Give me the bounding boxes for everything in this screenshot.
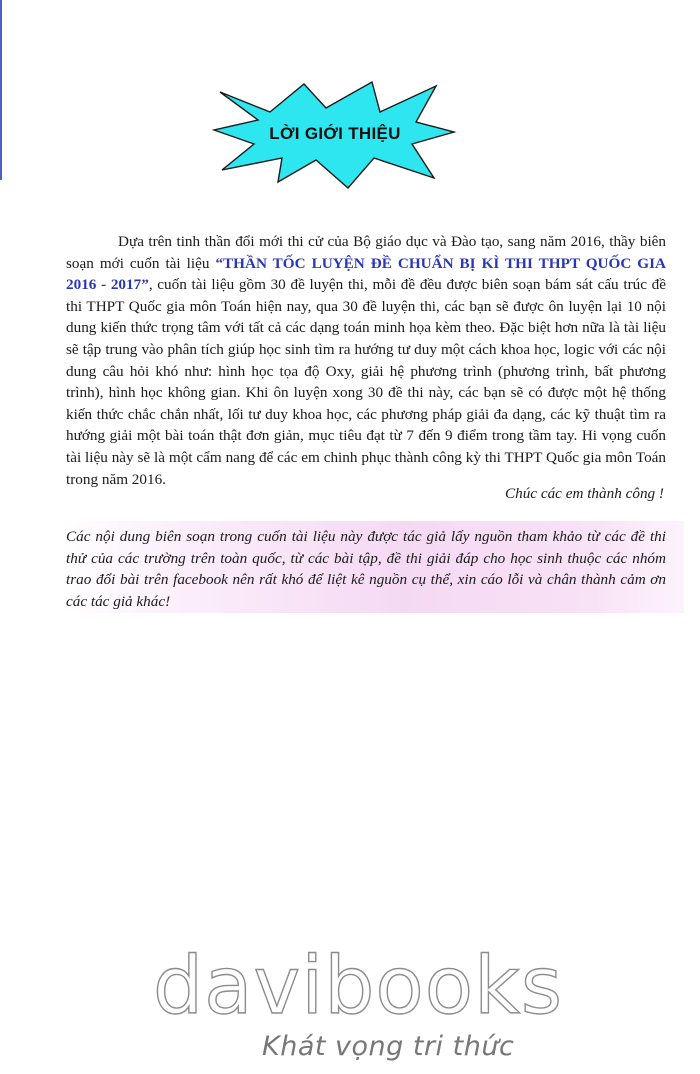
page-title: LỜI GIỚI THIỆU [269,124,401,143]
source-note: Các nội dung biên soạn trong cuốn tài liệu này được tác giả lấy nguồn tham khảo từ các đề thi thử của các trường trên toàn quốc, từ các bài tập, đề thi giải đáp cho học sinh thuộc các nhóm trao đổi bài trên facebook nên rất khó để liệt kê nguồn cụ thể, xin cáo lỗi và chân thành cảm ơn các tác giả khác! [66,528,666,610]
book-title: “THẦN TỐC LUYỆN ĐỀ CHUẨN BỊ KÌ THI THPT QUỐC GIA 2016 - 2017” [66,254,666,294]
intro-text-rest: , cuốn tài liệu gồm 30 đề luyện thi, mỗi đề đều được biên soạn bám sát cấu trúc đề thi THPT Quốc gia môn Toán hiện nay, qua 30 đề luyện thi, các bạn sẽ được ôn luyện lại 10 nội dung kiến thức trọng tâm với tất cả các dạng toán minh họa kèm theo. Đặc biệt hơn nữa là tài liệu sẽ tập trung vào phân tích giúp học sinh tìm ra hướng tư duy một cách khoa học, logic với các nội dung câu hỏi khó như: hình học tọa độ Oxy, giải hệ phương trình (phương trình, bất phương trình), hình học không gian. Khi ôn luyện xong 30 đề thi này, các bạn sẽ có được một hệ thống kiến thức chắc chắn nhất, lối tư duy khoa học, các phương pháp giải đa dạng, các kỹ thuật tìm ra hướng giải một bài toán thật đơn giản, mục tiêu đạt từ 7 đến 9 điểm trong tầm tay. Hi vọng cuốn tài liệu này sẽ là một cẩm nang để các em chinh phục thành công kỳ thi THPT Quốc gia môn Toán trong năm 2016. [66,276,666,488]
watermark-brand: davibooks [153,940,563,1032]
title-starburst [212,78,458,190]
watermark-tagline: Khát vọng tri thức [262,1031,515,1062]
intro-text-start: Dựa trên tinh thần đổi mới thi cử của Bộ giáo dục và Đào tạo, sang năm 2016, thầy biên soạn mới cuốn tài liệu [66,233,666,272]
left-margin-rule [0,0,2,180]
intro-paragraph [66,231,666,490]
closing-wish: Chúc các em thành công ! [504,485,664,502]
